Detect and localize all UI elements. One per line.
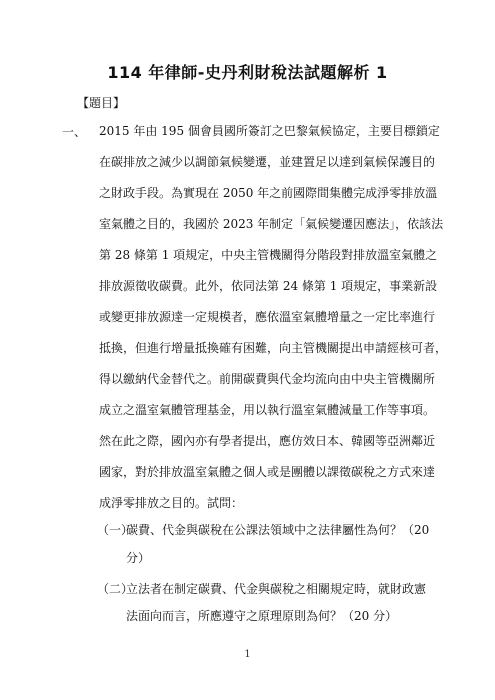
sub-question-line: 法面向而言，所應遵守之原理原則為何？（20 分） [126,609,398,623]
question-line: 成淨零排放之目的。試問： [99,496,244,510]
question-number: 一、 [62,125,87,139]
question-line: 室氣體之目的，我國於 2023 年制定「氣候變遷因應法」，依該法 [99,217,444,231]
page-number: 1 [244,649,251,660]
sub-question-line: 分） [126,551,151,565]
question-line: 得以繳納代金替代之。前開碳費與代金均流向由中央主管機關所 [99,372,436,386]
section-label: 【題目】 [77,96,126,110]
question-line: 或變更排放源達一定規模者，應依溫室氣體增量之一定比率進行 [99,310,436,324]
sub-question-line: 立法者在制定碳費、代金與碳稅之相關規定時，就財政憲 [126,582,427,596]
sub-question-number: （一） [97,523,134,537]
question-line: 之財政手段。為實現在 2050 年之前國際間集體完成淨零排放溫 [99,186,438,200]
question-line: 成立之溫室氣體管理基金，用以執行溫室氣體減量工作等事項。 [99,403,436,417]
question-line: 2015 年由 195 個會員國所簽訂之巴黎氣候協定，主要目標鎖定 [99,124,440,138]
question-line: 第 28 條第 1 項規定，中央主管機關得分階段對排放溫室氣體之 [99,248,438,262]
sub-question-line: 碳費、代金與碳稅在公課法領域中之法律屬性為何？（20 [126,523,430,537]
sub-question-number: （二） [97,582,134,596]
question-line: 國家，對於排放溫室氣體之個人或是團體以課徵碳稅之方式來達 [99,465,436,479]
document-title: 114 年律師-史丹利財稅法試題解析 1 [107,63,388,82]
question-line: 然在此之際，國內亦有學者提出，應仿效日本、韓國等亞洲鄰近 [99,434,436,448]
question-line: 排放源徵收碳費。此外，依同法第 24 條第 1 項規定，事業新設 [99,279,438,293]
question-line: 在碳排放之減少以調節氣候變遷，並建置足以達到氣候保護目的 [99,155,436,169]
question-line: 抵換，但進行增量抵換確有困難，向主管機關提出申請經核可者， [99,341,448,355]
